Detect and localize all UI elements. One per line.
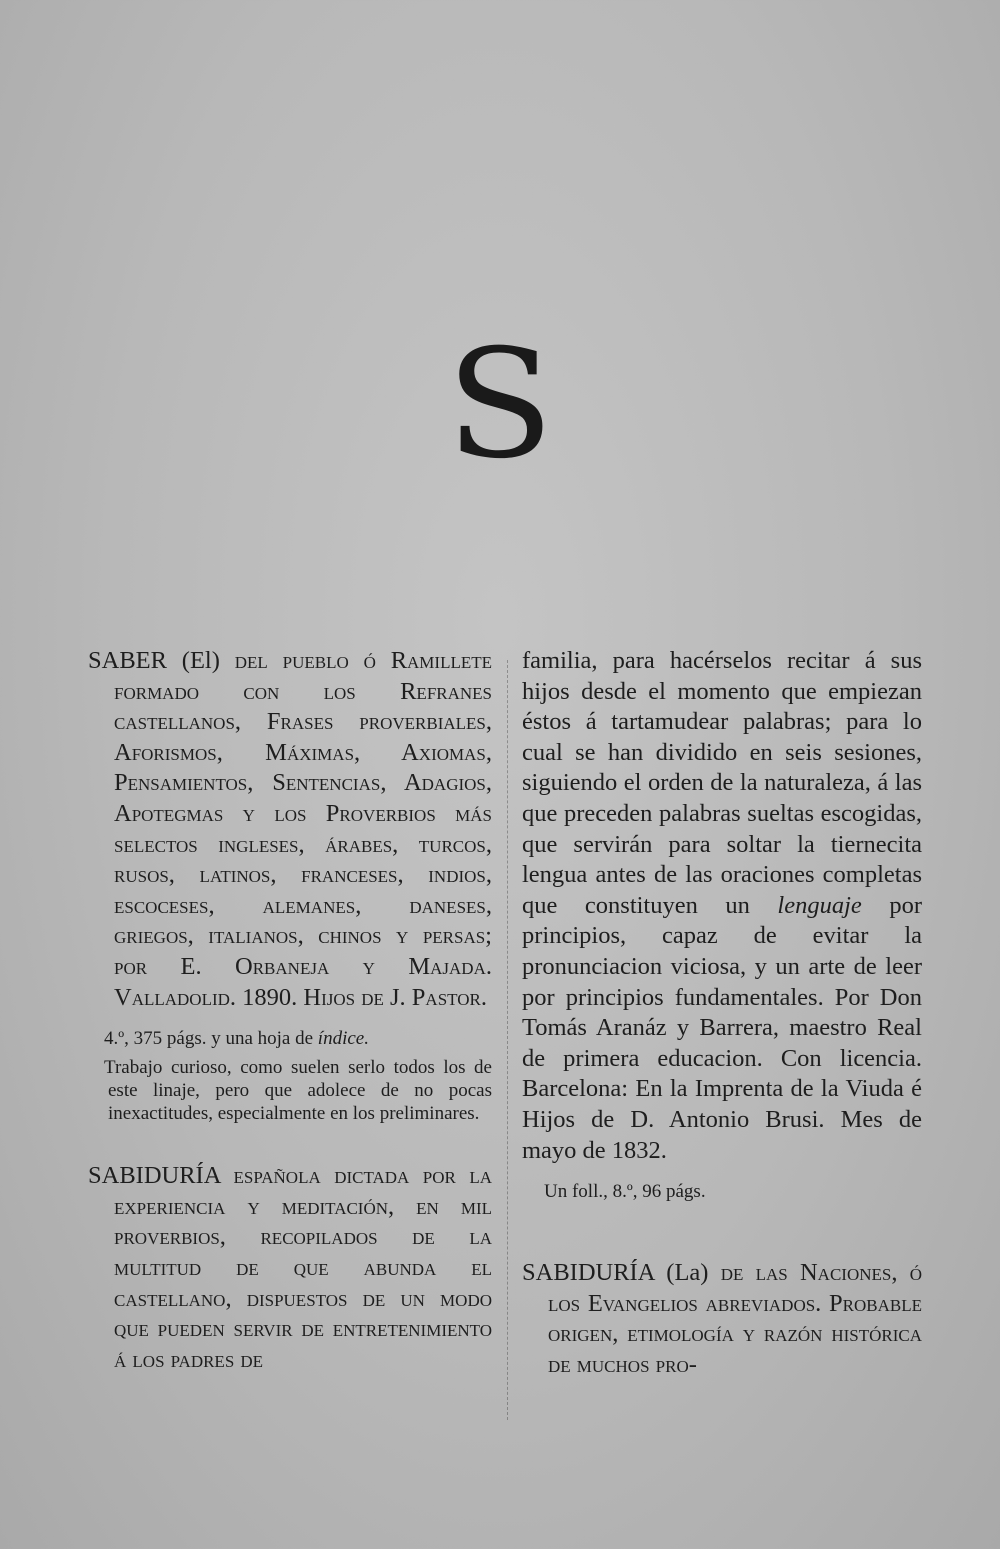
- continuation-part-1: familia, para hacérselos recitar á sus hijos desde el momento que empiezan éstos á tartamudear palabras; para lo cual se han dividido en seis sesiones, siguiendo el orden de la naturaleza, á las que preceden palabras sueltas escogidas, que servirán para soltar la tiernecita lengua antes de las oraciones completas que constituyen un: [522, 647, 922, 919]
- entry-saber-comment: Trabajo curioso, como suelen serlo todos los de este linaje, pero que adolece de no pocas inexactitudes, especialmente en los preliminares.: [104, 1057, 492, 1125]
- section-letter: S: [446, 318, 554, 492]
- entry-naciones-body: de las Naciones, ó los Evangelios abreviados. Probable origen, etimología y razón histórica de muchos pro-: [548, 1259, 922, 1378]
- entry-sabiduria-headword: SABIDURÍA: [88, 1162, 221, 1190]
- collation-italic: índice.: [317, 1028, 369, 1050]
- entry-sabiduria-naciones-text: [522, 1258, 922, 1380]
- entry-sabiduria-naciones: [522, 1258, 922, 1380]
- entry-saber-headword: SABER (El): [88, 647, 220, 674]
- entry-naciones-headword: SABIDURÍA (La): [522, 1259, 709, 1287]
- right-column: [522, 646, 922, 1380]
- entry-saber: [88, 646, 492, 1125]
- column-divider: [507, 660, 508, 1420]
- entry-saber-text: [88, 646, 492, 1013]
- continuation-part-2: por principios, capaz de evitar la pronunciacion viciosa, y un arte de leer por principios fundamentales. Por Don Tomás Aranáz y Barrera, maestro Real de primera educacion. Con licencia. Barcelona: En la Imprenta de la Viuda é Hijos de D. Antonio Brusi. Mes de mayo de 1832.: [522, 891, 922, 1164]
- entry-sabiduria-espanola: [88, 1161, 492, 1375]
- entry-saber-collation: [88, 1027, 492, 1050]
- continuation-collation: Un foll., 8.º, 96 págs.: [544, 1181, 706, 1203]
- entry-saber-body: del pueblo ó Ramillete formado con los Refranes castellanos, Frases proverbiales, Aforismos, Máximas, Axiomas, Pensamientos, Sentencias, Adagios, Apotegmas y los Proverbios más selectos ingleses, árabes, turcos, rusos, latinos, franceses, indios, escoceses, alemanes, daneses, griegos, italianos, chinos y persas; por E. Orbaneja y Majada. Valladolid. 1890. Hijos de J. Pastor.: [114, 647, 493, 1011]
- collation-text: 4.º, 375 págs. y una hoja de: [104, 1028, 314, 1050]
- continuation-text: [522, 646, 922, 1166]
- entry-sabiduria-espanola-text: [88, 1161, 492, 1375]
- continuation-italic: lenguaje: [777, 891, 862, 919]
- entry-sabiduria-body: española dictada por la experiencia y meditación, en mil proverbios, recopilados de la multitud de que abunda el castellano, dispuestos de un modo que pueden servir de entretenimiento á los padres de: [114, 1162, 492, 1373]
- left-column: [88, 646, 492, 1375]
